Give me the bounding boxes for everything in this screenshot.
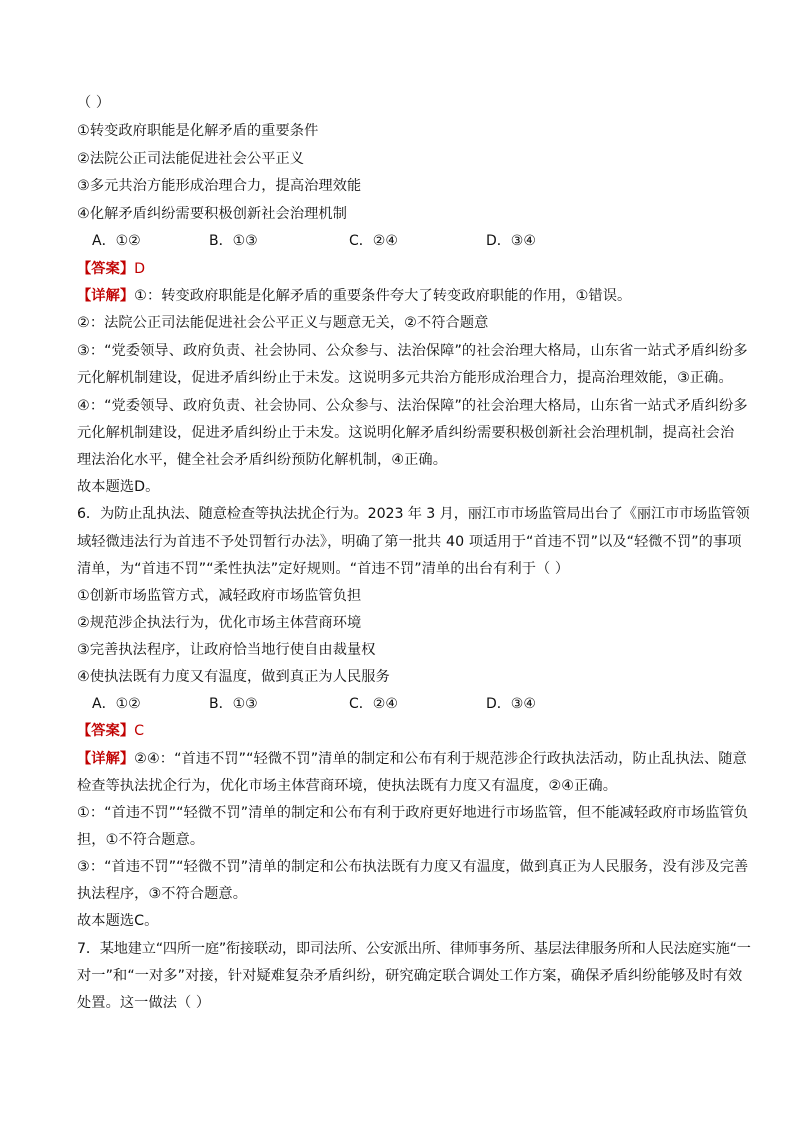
q6-explain-line-3: ①：“首违不罚”“轻微不罚”清单的制定和公布有利于政府更好地进行市场监管，但不能减轻政府市场监管负 bbox=[77, 805, 749, 821]
q6-conclusion: 故本题选C。 bbox=[77, 913, 159, 929]
q6-item-2: ②规范涉企执法行为，优化市场主体营商环境 bbox=[77, 615, 362, 631]
q6-option-a: A．①② bbox=[92, 696, 141, 712]
q5-item-1: ①转变政府职能是化解矛盾的重要条件 bbox=[77, 123, 319, 139]
q6-option-c: C．②④ bbox=[349, 696, 398, 712]
q7-stem-line-2: 对一”和“一对多”对接，针对疑难复杂矛盾纠纷，研究确定联合调处工作方案，确保矛盾纠纷能够及时有效 bbox=[77, 968, 743, 984]
q5-option-d: D．③④ bbox=[486, 233, 536, 249]
q6-answer-label: 【答案】 bbox=[77, 723, 135, 739]
q6-stem-line-2: 域轻微违法行为首违不予处罚暂行办法》，明确了第一批共 40 项适用于“首违不罚”以及“轻微不罚”的事项 bbox=[77, 534, 742, 550]
q5-explain-label: 【详解】 bbox=[77, 288, 135, 304]
q5-explain-line-6: 元化解机制建设，促进矛盾纠纷止于未发。这说明化解矛盾纠纷需要积极创新社会治理机制，提高社会治 bbox=[77, 425, 735, 441]
q6-explain-label: 【详解】 bbox=[77, 751, 135, 767]
q6-explain-line-4: 担，①不符合题意。 bbox=[77, 832, 205, 848]
q6-explain-line-6: 执法程序，③不符合题意。 bbox=[77, 886, 247, 902]
q6-stem-line-3: 清单，为“首违不罚”“柔性执法”定好规则。“首违不罚”清单的出台有利于（ ） bbox=[77, 561, 570, 577]
q5-conclusion: 故本题选D。 bbox=[77, 479, 160, 495]
q5-item-2: ②法院公正司法能促进社会公平正义 bbox=[77, 151, 305, 167]
q5-explain-line-1 bbox=[77, 286, 631, 306]
q6-stem-line-1: 6．为防止乱执法、随意检查等执法扰企行为。2023 年 3 月，丽江市市场监管局出台了《丽江市市场监管领 bbox=[77, 506, 750, 522]
q6-explain-line-1 bbox=[77, 749, 747, 769]
q6-item-3: ③完善执法程序，让政府恰当地行使自由裁量权 bbox=[77, 642, 376, 658]
q5-item-3: ③多元共治方能形成治理合力，提高治理效能 bbox=[77, 178, 362, 194]
q7-stem-line-3: 处置。这一做法（ ） bbox=[77, 995, 211, 1011]
q6-answer bbox=[77, 721, 144, 741]
q5-answer-label: 【答案】 bbox=[77, 261, 135, 277]
q5-explain-line-3: ③：“党委领导、政府负责、社会协同、公众参与、法治保障”的社会治理大格局，山东省一站式矛盾纠纷多 bbox=[77, 343, 748, 359]
q5-answer bbox=[77, 259, 145, 279]
q5-option-c: C．②④ bbox=[349, 233, 398, 249]
q5-item-4: ④化解矛盾纠纷需要积极创新社会治理机制 bbox=[77, 206, 347, 222]
q6-explain-line-5: ③：“首违不罚”“轻微不罚”清单的制定和公布执法既有力度又有温度，做到真正为人民服务，没有涉及完善 bbox=[77, 859, 749, 875]
q5-explain-text-1: ①：转变政府职能是化解矛盾的重要条件夸大了转变政府职能的作用，①错误。 bbox=[134, 288, 632, 304]
q5-explain-line-7: 理法治化水平，健全社会矛盾纠纷预防化解机制，④正确。 bbox=[77, 452, 448, 468]
q5-option-b: B．①③ bbox=[209, 233, 258, 249]
q5-explain-line-4: 元化解机制建设，促进矛盾纠纷止于未发。这说明多元共治方能形成治理合力，提高治理效能，③正确。 bbox=[77, 370, 733, 386]
q5-answer-value: D bbox=[134, 261, 146, 277]
q5-explain-line-5: ④：“党委领导、政府负责、社会协同、公众参与、法治保障”的社会治理大格局，山东省一站式矛盾纠纷多 bbox=[77, 398, 748, 414]
q6-item-4: ④使执法既有力度又有温度，做到真正为人民服务 bbox=[77, 669, 390, 685]
q6-explain-line-2: 检查等执法扰企行为，优化市场主体营商环境，使执法既有力度又有温度，②④正确。 bbox=[77, 778, 617, 794]
q6-option-d: D．③④ bbox=[486, 696, 536, 712]
q6-option-b: B．①③ bbox=[209, 696, 258, 712]
q6-item-1: ①创新市场监管方式，减轻政府市场监管负担 bbox=[77, 588, 362, 604]
q5-stem-tail: （ ） bbox=[77, 95, 111, 111]
q7-stem-line-1: 7．某地建立“四所一庭”衔接联动，即司法所、公安派出所、律师事务所、基层法律服务所和人民法庭实施“一 bbox=[77, 941, 751, 957]
q5-explain-line-2: ②：法院公正司法能促进社会公平正义与题意无关，②不符合题意 bbox=[77, 315, 489, 331]
q5-option-a: A．①② bbox=[92, 233, 141, 249]
q6-explain-text-1: ②④：“首违不罚”“轻微不罚”清单的制定和公布有利于规范涉企行政执法活动，防止乱执法、随意 bbox=[134, 751, 747, 767]
q6-answer-value: C bbox=[134, 723, 145, 739]
